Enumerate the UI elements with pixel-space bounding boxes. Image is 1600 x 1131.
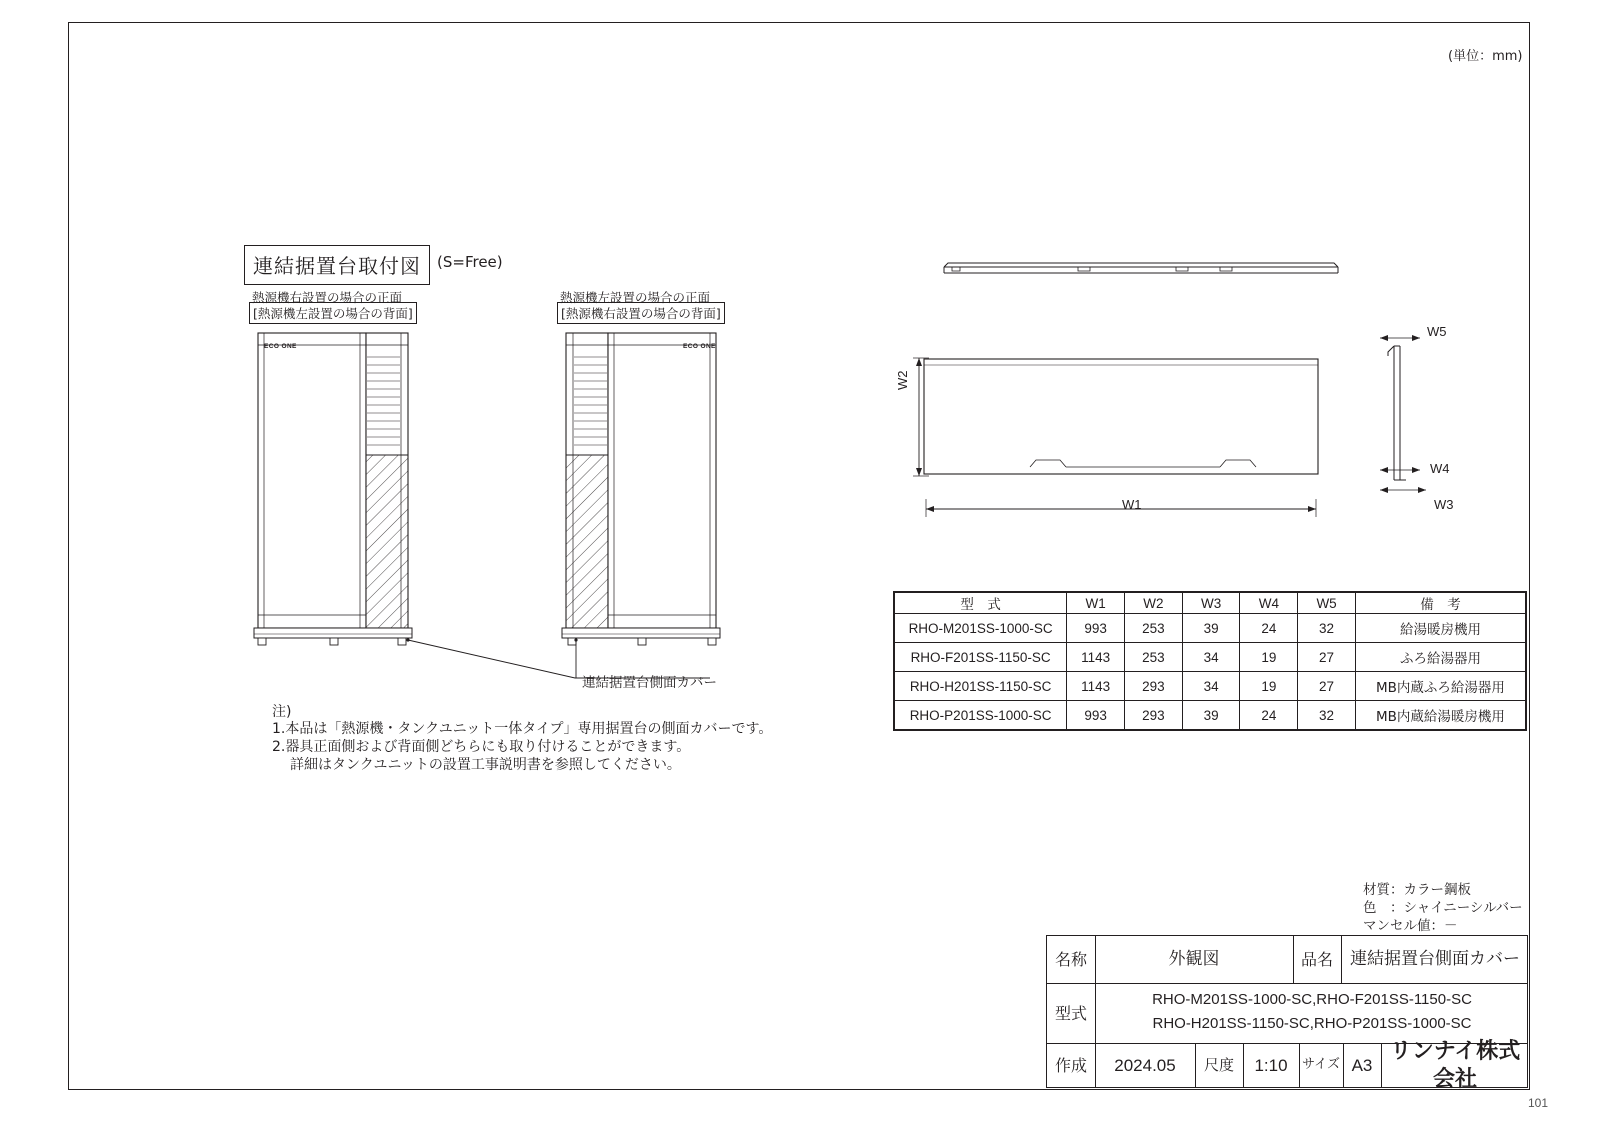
model-label: 型式 [1054,1004,1087,1023]
dimension-w5-label: W5 [1427,324,1447,339]
note-1: 1.本品は「熱源機・タンクユニット一体タイプ」専用据置台の側面カバーです。 [272,721,773,737]
size-value: A3 [1351,1055,1373,1075]
caption-right-front: 熱源機右設置の場合の正面 [252,290,403,305]
cell-model: RHO-M201SS-1000-SC [895,614,1067,643]
table-row [895,701,1526,730]
spec-header-w1: W1 [1067,593,1125,614]
cell-w3: 39 [1182,614,1240,643]
spec-header-w4: W4 [1240,593,1298,614]
cell-w1: 993 [1067,614,1125,643]
spec-header-remarks: 備 考 [1355,593,1525,614]
title-block-row-model [1047,984,1527,1044]
cell-w2: 293 [1124,701,1182,730]
cell-w5: 27 [1298,672,1356,701]
unit-note: (単位：mm) [1448,49,1523,64]
title-block [1046,935,1528,1092]
name-label: 名称 [1054,950,1087,969]
cover-side-view [1370,330,1490,530]
size-label: サイズ [1302,1057,1340,1073]
model-value-line1: RHO-M201SS-1000-SC,RHO-F201SS-1150-SC [1152,990,1472,1008]
dimension-w2-label: W2 [895,370,910,390]
cell-w4: 19 [1240,643,1298,672]
cell-remarks: 給湯暖房機用 [1355,614,1525,643]
caption-right-back: [熱源機左設置の場合の背面] [249,302,417,324]
cell-w2: 293 [1124,672,1182,701]
note-2b: 詳細はタンクユニットの設置工事説明書を参照してください。 [290,757,681,773]
cell-w3: 34 [1182,643,1240,672]
cell-w4: 19 [1240,672,1298,701]
dimension-w4-label: W4 [1430,461,1450,476]
scale-value: 1:10 [1254,1055,1288,1075]
cell-model: RHO-P201SS-1000-SC [895,701,1067,730]
caption-left-back: [熱源機右設置の場合の背面] [557,302,725,324]
cell-remarks: ふろ給湯器用 [1355,643,1525,672]
cell-w2: 253 [1124,643,1182,672]
cell-w2: 253 [1124,614,1182,643]
table-row [895,672,1526,701]
title-block-row-footer [1047,1039,1527,1092]
cover-front-view [920,355,1340,515]
dimension-w1-label: W1 [1122,497,1142,512]
spec-header-w3: W3 [1182,593,1240,614]
cell-w5: 27 [1298,643,1356,672]
cell-model: RHO-F201SS-1150-SC [895,643,1067,672]
spec-table [893,591,1527,731]
cell-remarks: MB内蔵給湯暖房機用 [1355,701,1525,730]
left-panel-title-suffix: (S=Free) [437,253,503,271]
product-value: 連結据置台側面カバー [1350,949,1520,970]
dimension-w3-label: W3 [1434,497,1454,512]
name-value: 外観図 [1168,949,1220,970]
material-note: 材質：カラー鋼板 [1363,882,1471,898]
created-label: 作成 [1054,1055,1087,1075]
table-row [895,643,1526,672]
cell-model: RHO-H201SS-1150-SC [895,672,1067,701]
product-label: 品名 [1300,950,1333,969]
cell-w3: 39 [1182,701,1240,730]
company-name: リンナイ株式会社 [1389,1039,1521,1092]
cover-top-view [940,255,1360,295]
spec-header-w2: W2 [1124,593,1182,614]
callout-label: 連結据置台側面カバー [582,675,717,691]
cell-w5: 32 [1298,701,1356,730]
color-note: 色 ：シャイニーシルバー [1363,900,1523,916]
cell-w1: 1143 [1067,672,1125,701]
page-number: 101 [1528,1096,1549,1110]
eco-one-logo-left: ECO ONE [683,343,716,350]
cell-w1: 993 [1067,701,1125,730]
cell-w1: 1143 [1067,643,1125,672]
cell-w4: 24 [1240,614,1298,643]
model-value-line2: RHO-H201SS-1150-SC,RHO-P201SS-1000-SC [1152,1014,1472,1032]
munsell-note: マンセル値：－ [1363,918,1458,934]
spec-header-model: 型 式 [895,593,1067,614]
caption-left-front: 熱源機左設置の場合の正面 [560,290,711,305]
scale-label: 尺度 [1203,1056,1234,1075]
cell-remarks: MB内蔵ふろ給湯器用 [1355,672,1525,701]
notes-heading: 注) [272,704,292,720]
cell-w3: 34 [1182,672,1240,701]
title-block-row-name [1047,936,1527,984]
created-value: 2024.05 [1114,1055,1176,1075]
left-panel-title: 連結据置台取付図 [244,245,430,285]
cell-w4: 24 [1240,701,1298,730]
spec-table-header-row [895,593,1526,614]
cell-w5: 32 [1298,614,1356,643]
note-2: 2.器具正面側および背面側どちらにも取り付けることができます。 [272,739,691,755]
eco-one-logo-right: ECO ONE [264,343,297,350]
table-row [895,614,1526,643]
spec-header-w5: W5 [1298,593,1356,614]
